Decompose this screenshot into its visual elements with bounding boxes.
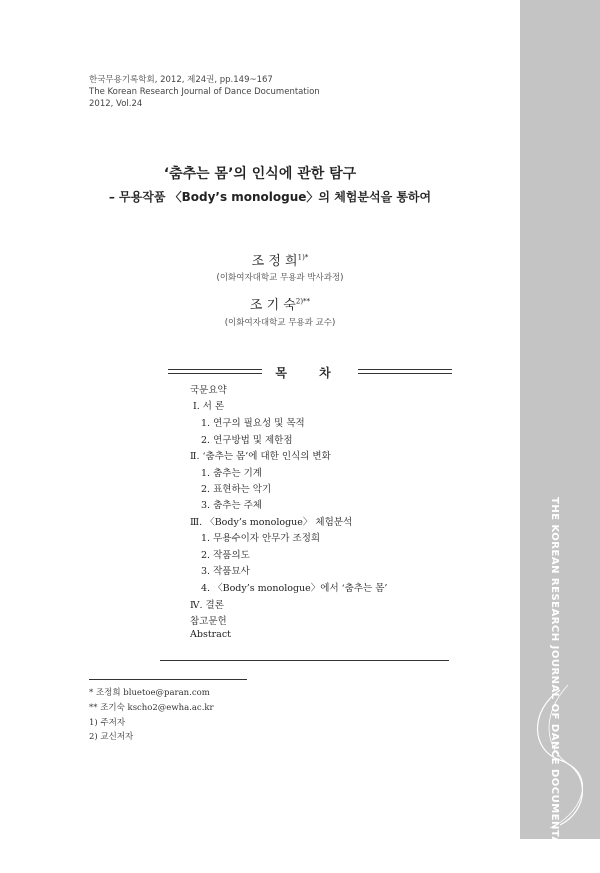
toc-item: 1. 연구의 필요성 및 목적 <box>201 418 305 429</box>
toc-item: 국문요약 <box>190 385 227 396</box>
author-name-text: 조 정 희 <box>251 254 298 269</box>
header-line: 한국무용기록학회, 2012, 제24권, pp.149~167 <box>89 75 273 85</box>
sidebar-journal-name: THE KOREAN RESEARCH JOURNAL OF DANCE DOCUMENTATION <box>549 497 560 873</box>
toc-item: 1. 춤추는 기계 <box>201 468 262 479</box>
sidebar-decoration <box>520 680 600 830</box>
header-line: The Korean Research Journal of Dance Documentation <box>89 87 320 97</box>
toc-item: Ⅳ. 결론 <box>190 600 224 611</box>
toc-item: Ⅲ. 〈Body’s monologue〉 체험분석 <box>190 517 353 528</box>
author-affiliation: (이화여자대학교 무용과 박사과정) <box>216 273 344 283</box>
author-name-text: 조 기 숙 <box>249 298 296 313</box>
toc-item: 2. 표현하는 악기 <box>201 484 272 495</box>
author-name <box>0 250 560 269</box>
toc-item: 2. 작품의도 <box>201 550 250 561</box>
toc-item: 1. 무용수이자 안무가 조정희 <box>201 533 321 544</box>
paper-title: ‘춤추는 몸’의 인식에 관한 탐구 <box>163 166 357 182</box>
footnote: 1) 주저자 <box>89 718 126 728</box>
toc-item: Abstract <box>190 629 231 640</box>
toc-item: 3. 춤추는 주체 <box>201 500 262 511</box>
author-mark: 2)** <box>295 297 311 306</box>
footnote: * 조정희 bluetoe@paran.com <box>89 688 210 698</box>
footnote: 2) 교신저자 <box>89 732 134 742</box>
journal-header <box>89 74 320 110</box>
author-affiliation: (이화여자대학교 무용과 교수) <box>224 318 336 328</box>
paper-subtitle: – 무용작품 〈Body’s monologue〉의 체험분석을 통하여 <box>108 190 432 204</box>
toc-bottom-rule <box>160 660 449 661</box>
toc-item: Ⅱ. ‘춤추는 몸’에 대한 인식의 변화 <box>190 451 331 462</box>
toc-item: 3. 작품묘사 <box>201 566 250 577</box>
toc-title: 목 차 <box>275 366 345 380</box>
toc-header <box>168 367 452 379</box>
toc-item: Ⅰ. 서 론 <box>193 401 225 412</box>
footnote-rule <box>89 679 247 680</box>
author-name <box>0 294 560 313</box>
author-mark: 1)* <box>297 253 309 262</box>
toc-item: 2. 연구방법 및 제한점 <box>201 435 293 446</box>
header-line: 2012, Vol.24 <box>89 99 143 109</box>
toc-item: 참고문헌 <box>190 616 227 627</box>
toc-item: 4. 〈Body’s monologue〉에서 ‘춤추는 몸’ <box>201 583 388 594</box>
footnote: ** 조기숙 kscho2@ewha.ac.kr <box>89 703 214 713</box>
